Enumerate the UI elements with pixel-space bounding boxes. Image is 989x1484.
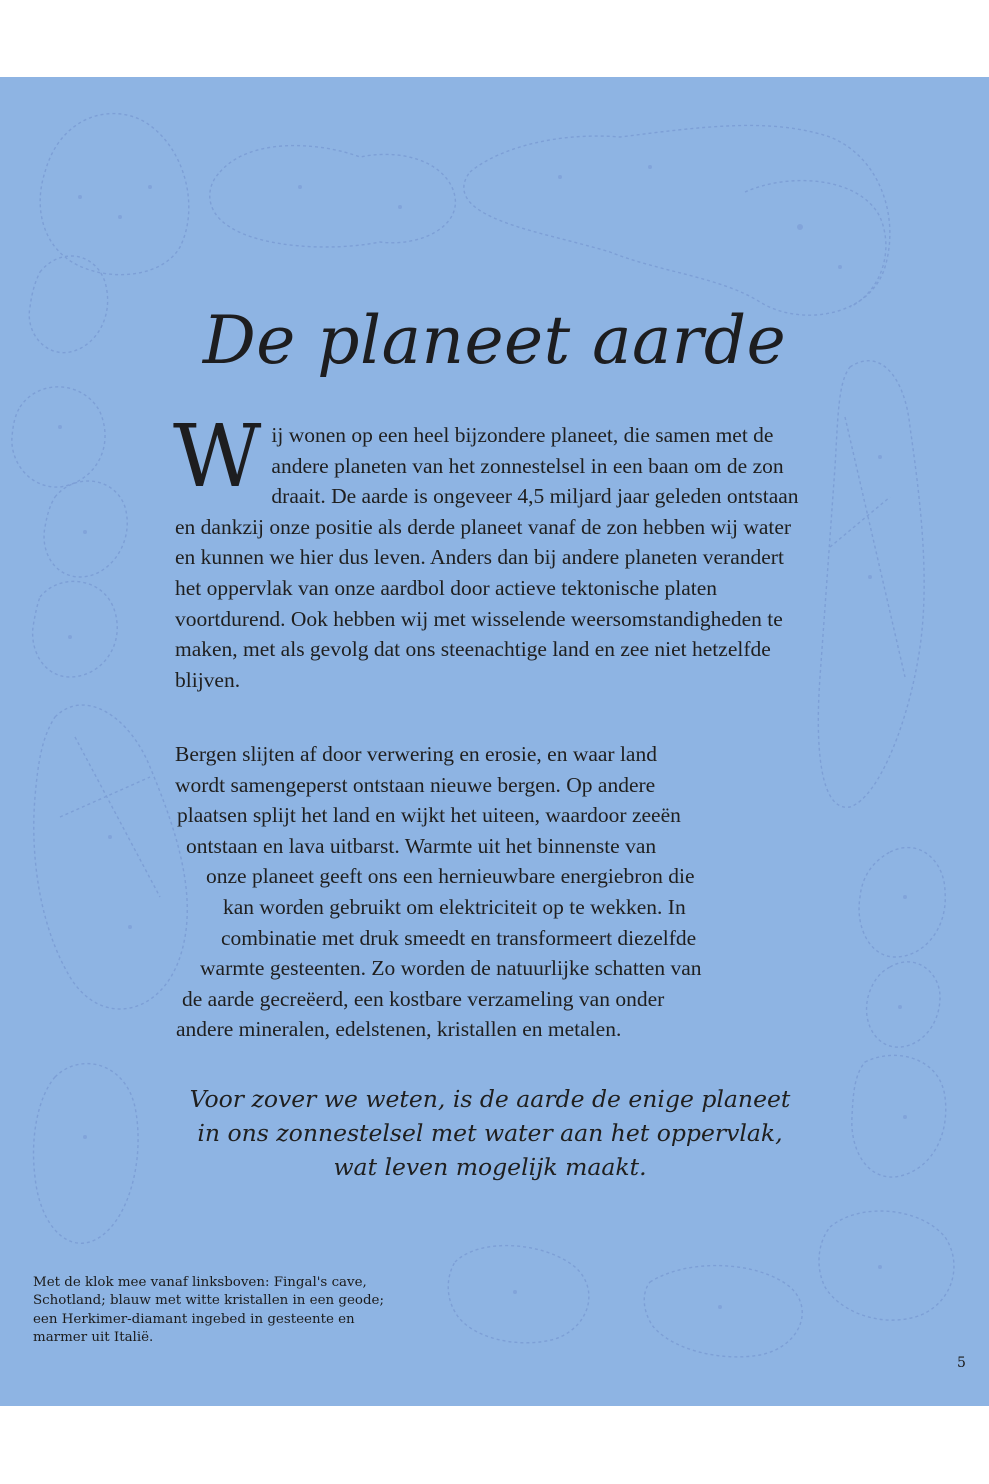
quote-line: Voor zover we weten, is de aarde de enige planeet xyxy=(189,1085,791,1113)
paragraph-line: warmte gesteenten. Zo worden de natuurlijke schatten van xyxy=(200,956,702,981)
paragraph-line: de aarde gecreëerd, een kostbare verzameling van onder xyxy=(182,986,665,1011)
paragraph-line: andere mineralen, edelstenen, kristallen en metalen. xyxy=(176,1017,622,1042)
page-number: 5 xyxy=(957,1355,966,1371)
intro-text: ij wonen op een heel bijzondere planeet, die samen met de andere planeten van het zonnestelsel in een baan om de zon draait. De aarde is ongeveer 4,5 miljard jaar geleden ontstaan en dankzij onze positie als derde planeet vanaf de zon hebben wij water en kunnen we hier dus leven. Anders dan bij andere planeten verandert het oppervlak van onze aardbol door actieve tektonische platen voortdurend. Ook hebben wij met wisselende weersomstandigheden te maken, met als gevolg dat ons steenachtige land en zee niet hetzelfde blijven. xyxy=(175,423,799,692)
intro-paragraph xyxy=(173,407,800,695)
caption-line: Met de klok mee vanaf linksboven: Fingal's cave, xyxy=(33,1275,367,1290)
page-title: De planeet aarde xyxy=(202,302,787,379)
paragraph-line: wordt samengeperst ontstaan nieuwe bergen. Op andere xyxy=(175,772,656,797)
paragraph-line: kan worden gebruikt om elektriciteit op te wekken. In xyxy=(223,894,686,919)
caption-line: een Herkimer-diamant ingebed in gesteente en xyxy=(33,1311,355,1327)
image-caption xyxy=(33,1274,453,1348)
paragraph-line: onze planeet geeft ons een hernieuwbare energiebron die xyxy=(206,864,695,889)
paragraph-line: plaatsen splijt het land en wijkt het uiteen, waardoor zeeën xyxy=(177,803,681,828)
quote-line: wat leven mogelijk maakt. xyxy=(333,1153,647,1181)
pull-quote xyxy=(160,1082,820,1184)
paragraph-line: ontstaan en lava uitbarst. Warmte uit het binnenste van xyxy=(186,833,657,858)
caption-line: marmer uit Italië. xyxy=(33,1330,154,1346)
quote-line: in ons zonnestelsel met water aan het oppervlak, xyxy=(197,1119,783,1147)
page-background xyxy=(0,77,989,1406)
caption-line: Schotland; blauw met witte kristallen in een geode; xyxy=(33,1293,384,1309)
paragraph-line: combinatie met druk smeedt en transformeert diezelfde xyxy=(221,925,697,950)
drop-cap: W xyxy=(173,407,262,507)
paragraph-line: Bergen slijten af door verwering en erosie, en waar land xyxy=(175,742,657,766)
body-paragraph-2 xyxy=(175,739,815,1045)
